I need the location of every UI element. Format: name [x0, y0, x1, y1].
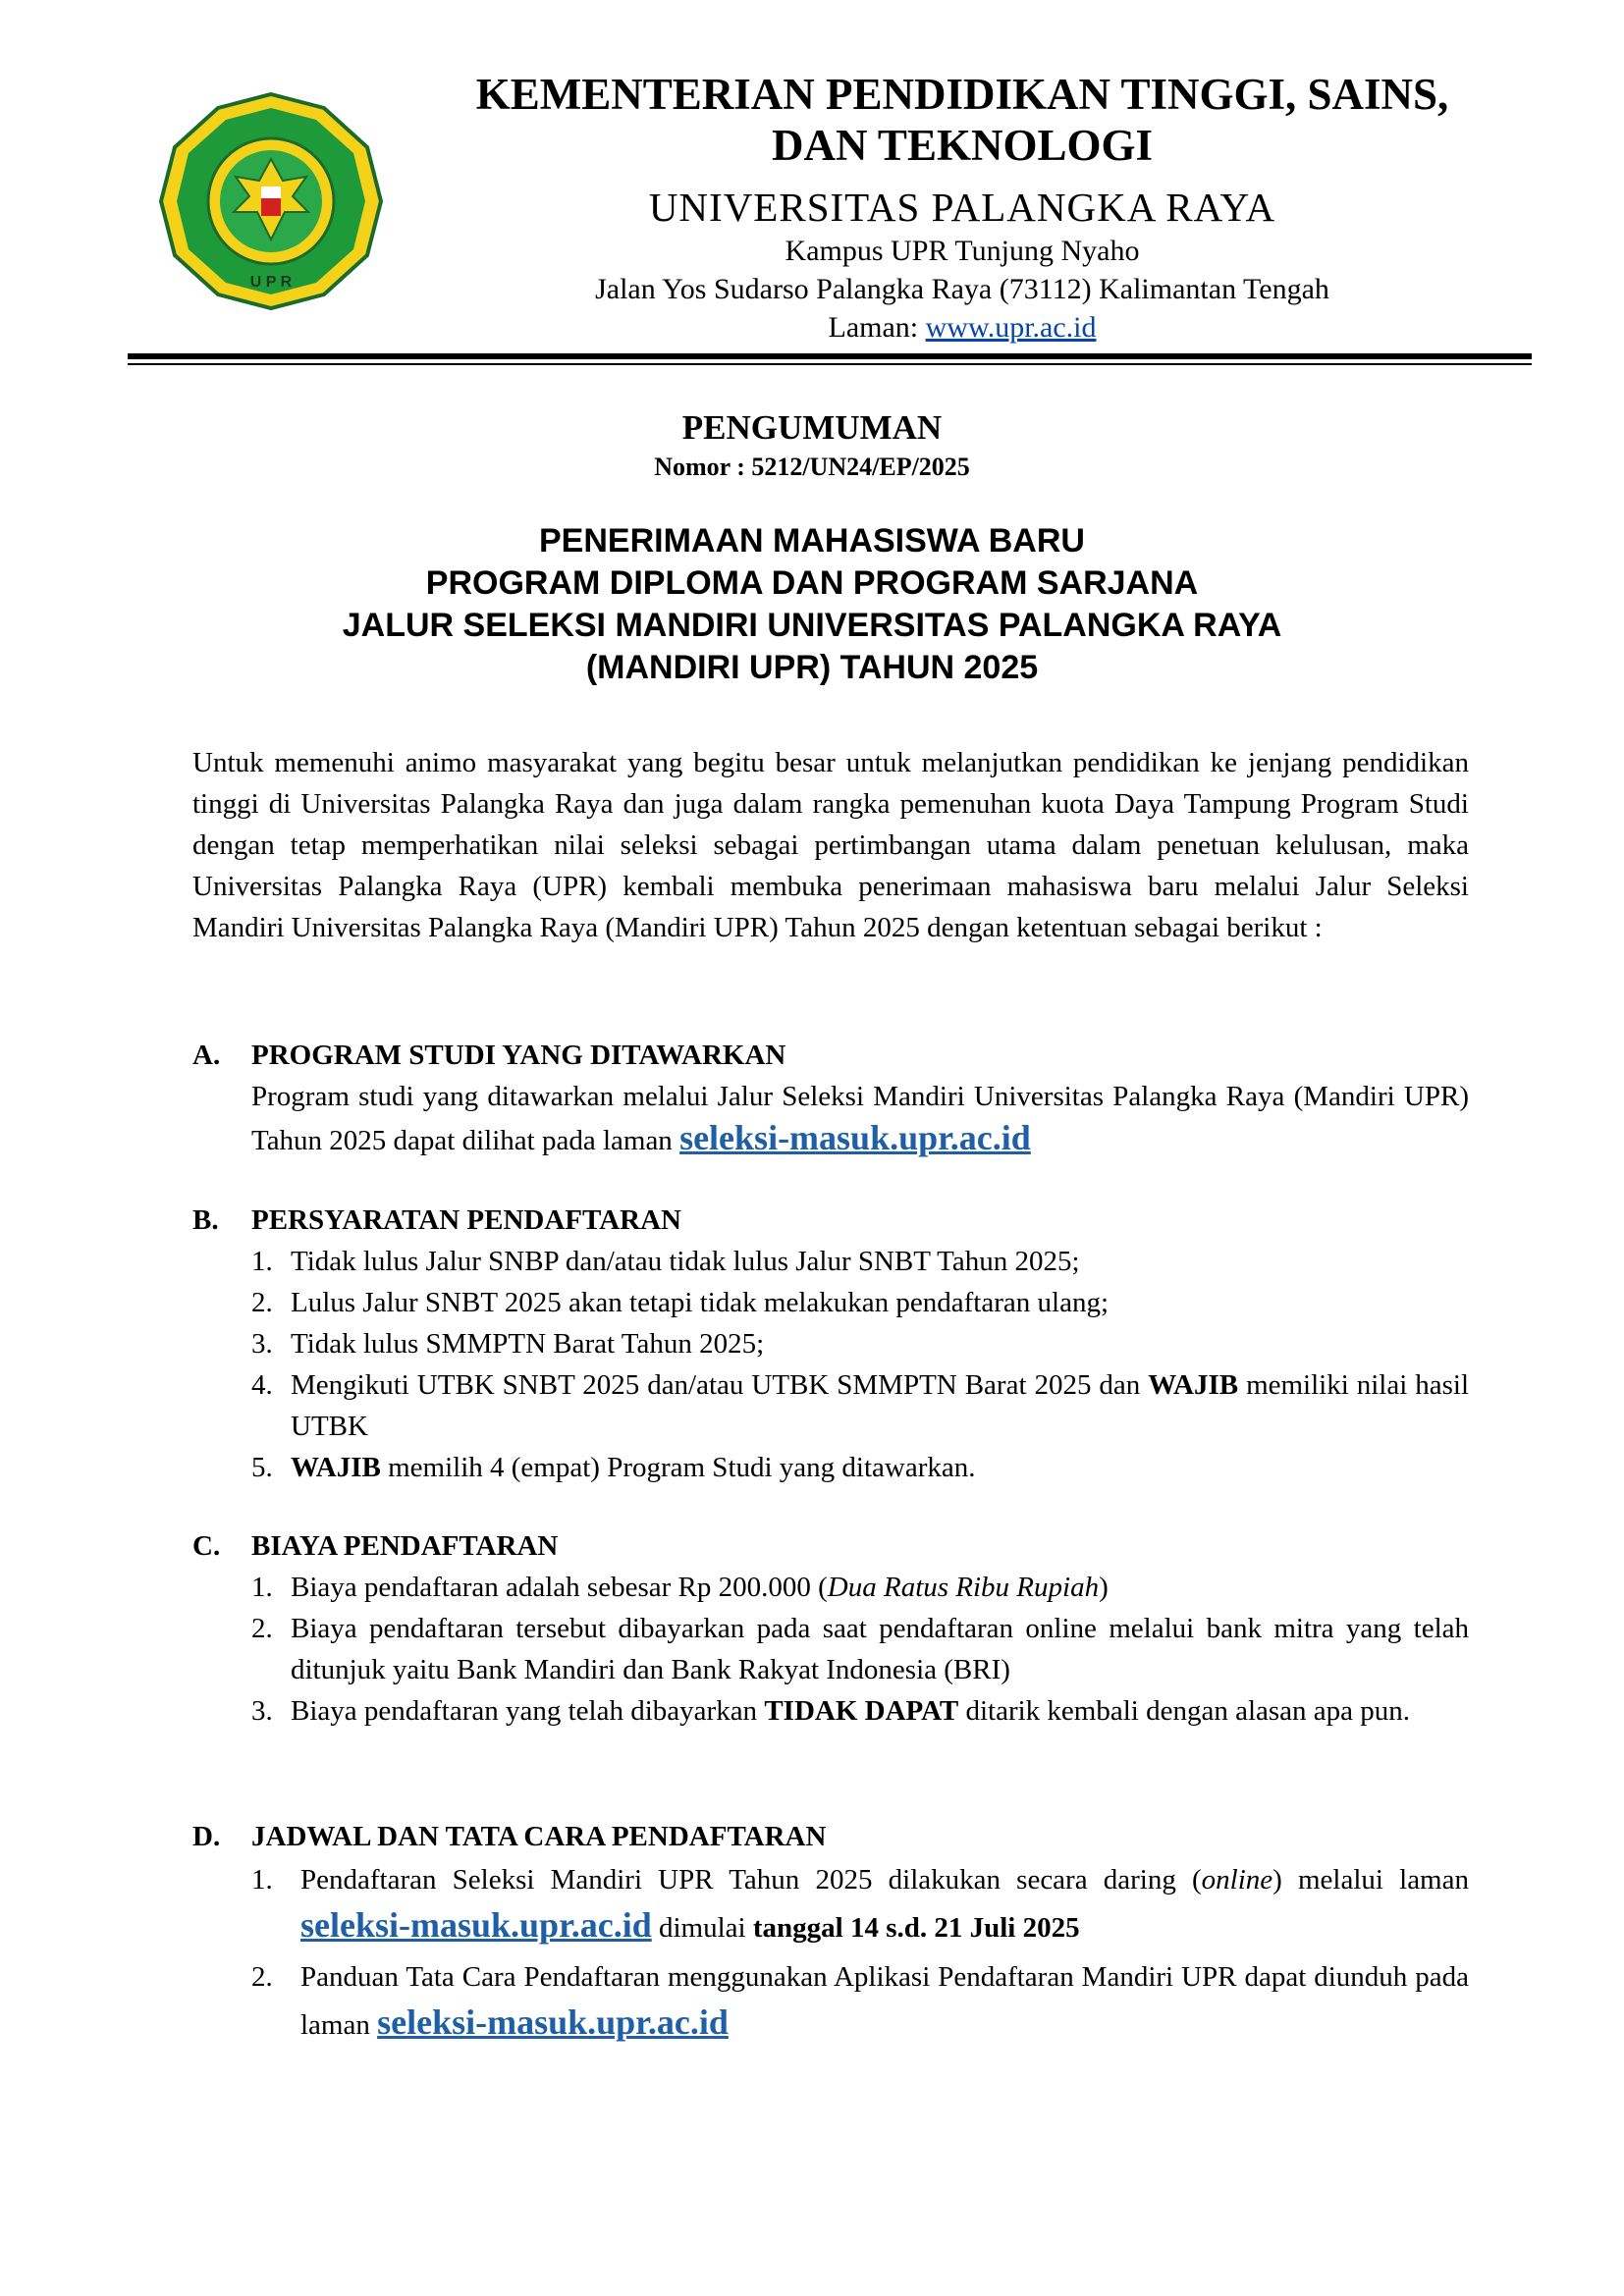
section-a: [192, 1035, 1469, 1161]
requirements-list: [192, 1241, 1469, 1488]
section-a-text: Program studi yang ditawarkan melalui Jalur Seleksi Mandiri Universitas Palangka Raya (Mandiri UPR) Tahun 2025 dapat dilihat pada laman: [251, 1081, 1469, 1156]
section-a-letter: A.: [192, 1040, 221, 1071]
university-logo: [157, 90, 385, 312]
logo-subtext: U P R: [249, 274, 293, 291]
ministry-name-line2: DAN TEKNOLOGI: [772, 121, 1153, 170]
section-d-title: JADWAL DAN TATA CARA PENDAFTARAN: [251, 1821, 827, 1852]
section-c: [192, 1525, 1469, 1732]
list-item: 2. Lulus Jalur SNBT 2025 akan tetapi tidak melakukan pendaftaran ulang;: [251, 1287, 1109, 1318]
subject-line3: JALUR SELEKSI MANDIRI UNIVERSITAS PALANGKA RAYA: [342, 607, 1282, 644]
ministry-name-line1: KEMENTERIAN PENDIDIKAN TINGGI, SAINS,: [475, 70, 1449, 119]
section-d-letter: D.: [192, 1821, 221, 1852]
subject-line4: (MANDIRI UPR) TAHUN 2025: [585, 649, 1039, 686]
letterhead-divider-thin: [128, 363, 1532, 365]
list-item: 1. Tidak lulus Jalur SNBP dan/atau tidak lulus Jalur SNBT Tahun 2025;: [251, 1246, 1080, 1277]
list-item: 5. WAJIB memilih 4 (empat) Program Studi yang ditawarkan.: [251, 1452, 976, 1483]
section-b-letter: B.: [192, 1204, 219, 1236]
campus-name: Kampus UPR Tunjung Nyaho: [785, 235, 1140, 267]
section-b-title: PERSYARATAN PENDAFTARAN: [251, 1204, 681, 1236]
list-item: 1. Pendaftaran Seleksi Mandiri UPR Tahun 2025 dilakukan secara daring (online) melalui laman seleksi-masuk.upr.ac.id dimulai tanggal 14 s.d. 21 Juli 2025: [251, 1864, 1469, 1945]
letterhead: [412, 69, 1512, 347]
section-b: [192, 1200, 1469, 1488]
letterhead-divider-thick: [128, 353, 1532, 359]
subject-line1: PENERIMAAN MAHASISWA BARU: [539, 522, 1085, 560]
seleksi-masuk-link[interactable]: seleksi-masuk.upr.ac.id: [679, 1118, 1031, 1157]
list-item: 3. Tidak lulus SMMPTN Barat Tahun 2025;: [251, 1328, 765, 1360]
seleksi-masuk-link[interactable]: seleksi-masuk.upr.ac.id: [377, 2002, 729, 2042]
section-a-body: [192, 1076, 1469, 1161]
subject-heading: [0, 520, 1624, 689]
schedule-list: [192, 1857, 1469, 2048]
announcement-heading: [0, 406, 1624, 485]
website-line: [412, 308, 1512, 347]
section-c-title: BIAYA PENDAFTARAN: [251, 1530, 559, 1562]
section-a-title: PROGRAM STUDI YANG DITAWARKAN: [251, 1040, 786, 1071]
fees-list: [192, 1567, 1469, 1732]
list-item: 3. Biaya pendaftaran yang telah dibayarkan TIDAK DAPAT ditarik kembali dengan alasan apa pun.: [251, 1695, 1411, 1727]
website-link[interactable]: www.upr.ac.id: [925, 311, 1097, 344]
intro-paragraph: Untuk memenuhi animo masyarakat yang begitu besar untuk melanjutkan pendidikan ke jenjang pendidikan tinggi di Universitas Palangka Raya dan juga dalam rangka pemenuhan kuota Daya Tampung Program Studi dengan tetap memperhatikan nilai seleksi sebagai pertimbangan utama dalam penetuan kelulusan, maka Universitas Palangka Raya (UPR) kembali membuka penerimaan mahasiswa baru melalui Jalur Seleksi Mandiri Universitas Palangka Raya (Mandiri UPR) Tahun 2025 dengan ketentuan sebagai berikut :: [192, 747, 1469, 943]
list-item: 1. Biaya pendaftaran adalah sebesar Rp 200.000 (Dua Ratus Ribu Rupiah): [251, 1572, 1109, 1603]
list-item: 4. Mengikuti UTBK SNBT 2025 dan/atau UTBK SMMPTN Barat 2025 dan WAJIB memiliki nilai hasil UTBK: [251, 1369, 1469, 1442]
section-c-letter: C.: [192, 1530, 221, 1562]
announcement-title: PENGUMUMAN: [681, 408, 943, 447]
subject-line2: PROGRAM DIPLOMA DAN PROGRAM SARJANA: [425, 564, 1199, 602]
website-label: Laman:: [828, 311, 926, 344]
list-item: 2. Panduan Tata Cara Pendaftaran menggunakan Aplikasi Pendaftaran Mandiri UPR dapat diunduh pada laman seleksi-masuk.upr.ac.id: [251, 1961, 1469, 2042]
university-name: UNIVERSITAS PALANGKA RAYA: [648, 185, 1276, 230]
announcement-number: Nomor : 5212/UN24/EP/2025: [654, 453, 970, 481]
section-d: [192, 1816, 1469, 2048]
seleksi-masuk-link[interactable]: seleksi-masuk.upr.ac.id: [300, 1905, 652, 1945]
address: Jalan Yos Sudarso Palangka Raya (73112) Kalimantan Tengah: [595, 273, 1329, 305]
list-item: 2. Biaya pendaftaran tersebut dibayarkan pada saat pendaftaran online melalui bank mitra yang telah ditunjuk yaitu Bank Mandiri dan Bank Rakyat Indonesia (BRI): [251, 1613, 1469, 1685]
